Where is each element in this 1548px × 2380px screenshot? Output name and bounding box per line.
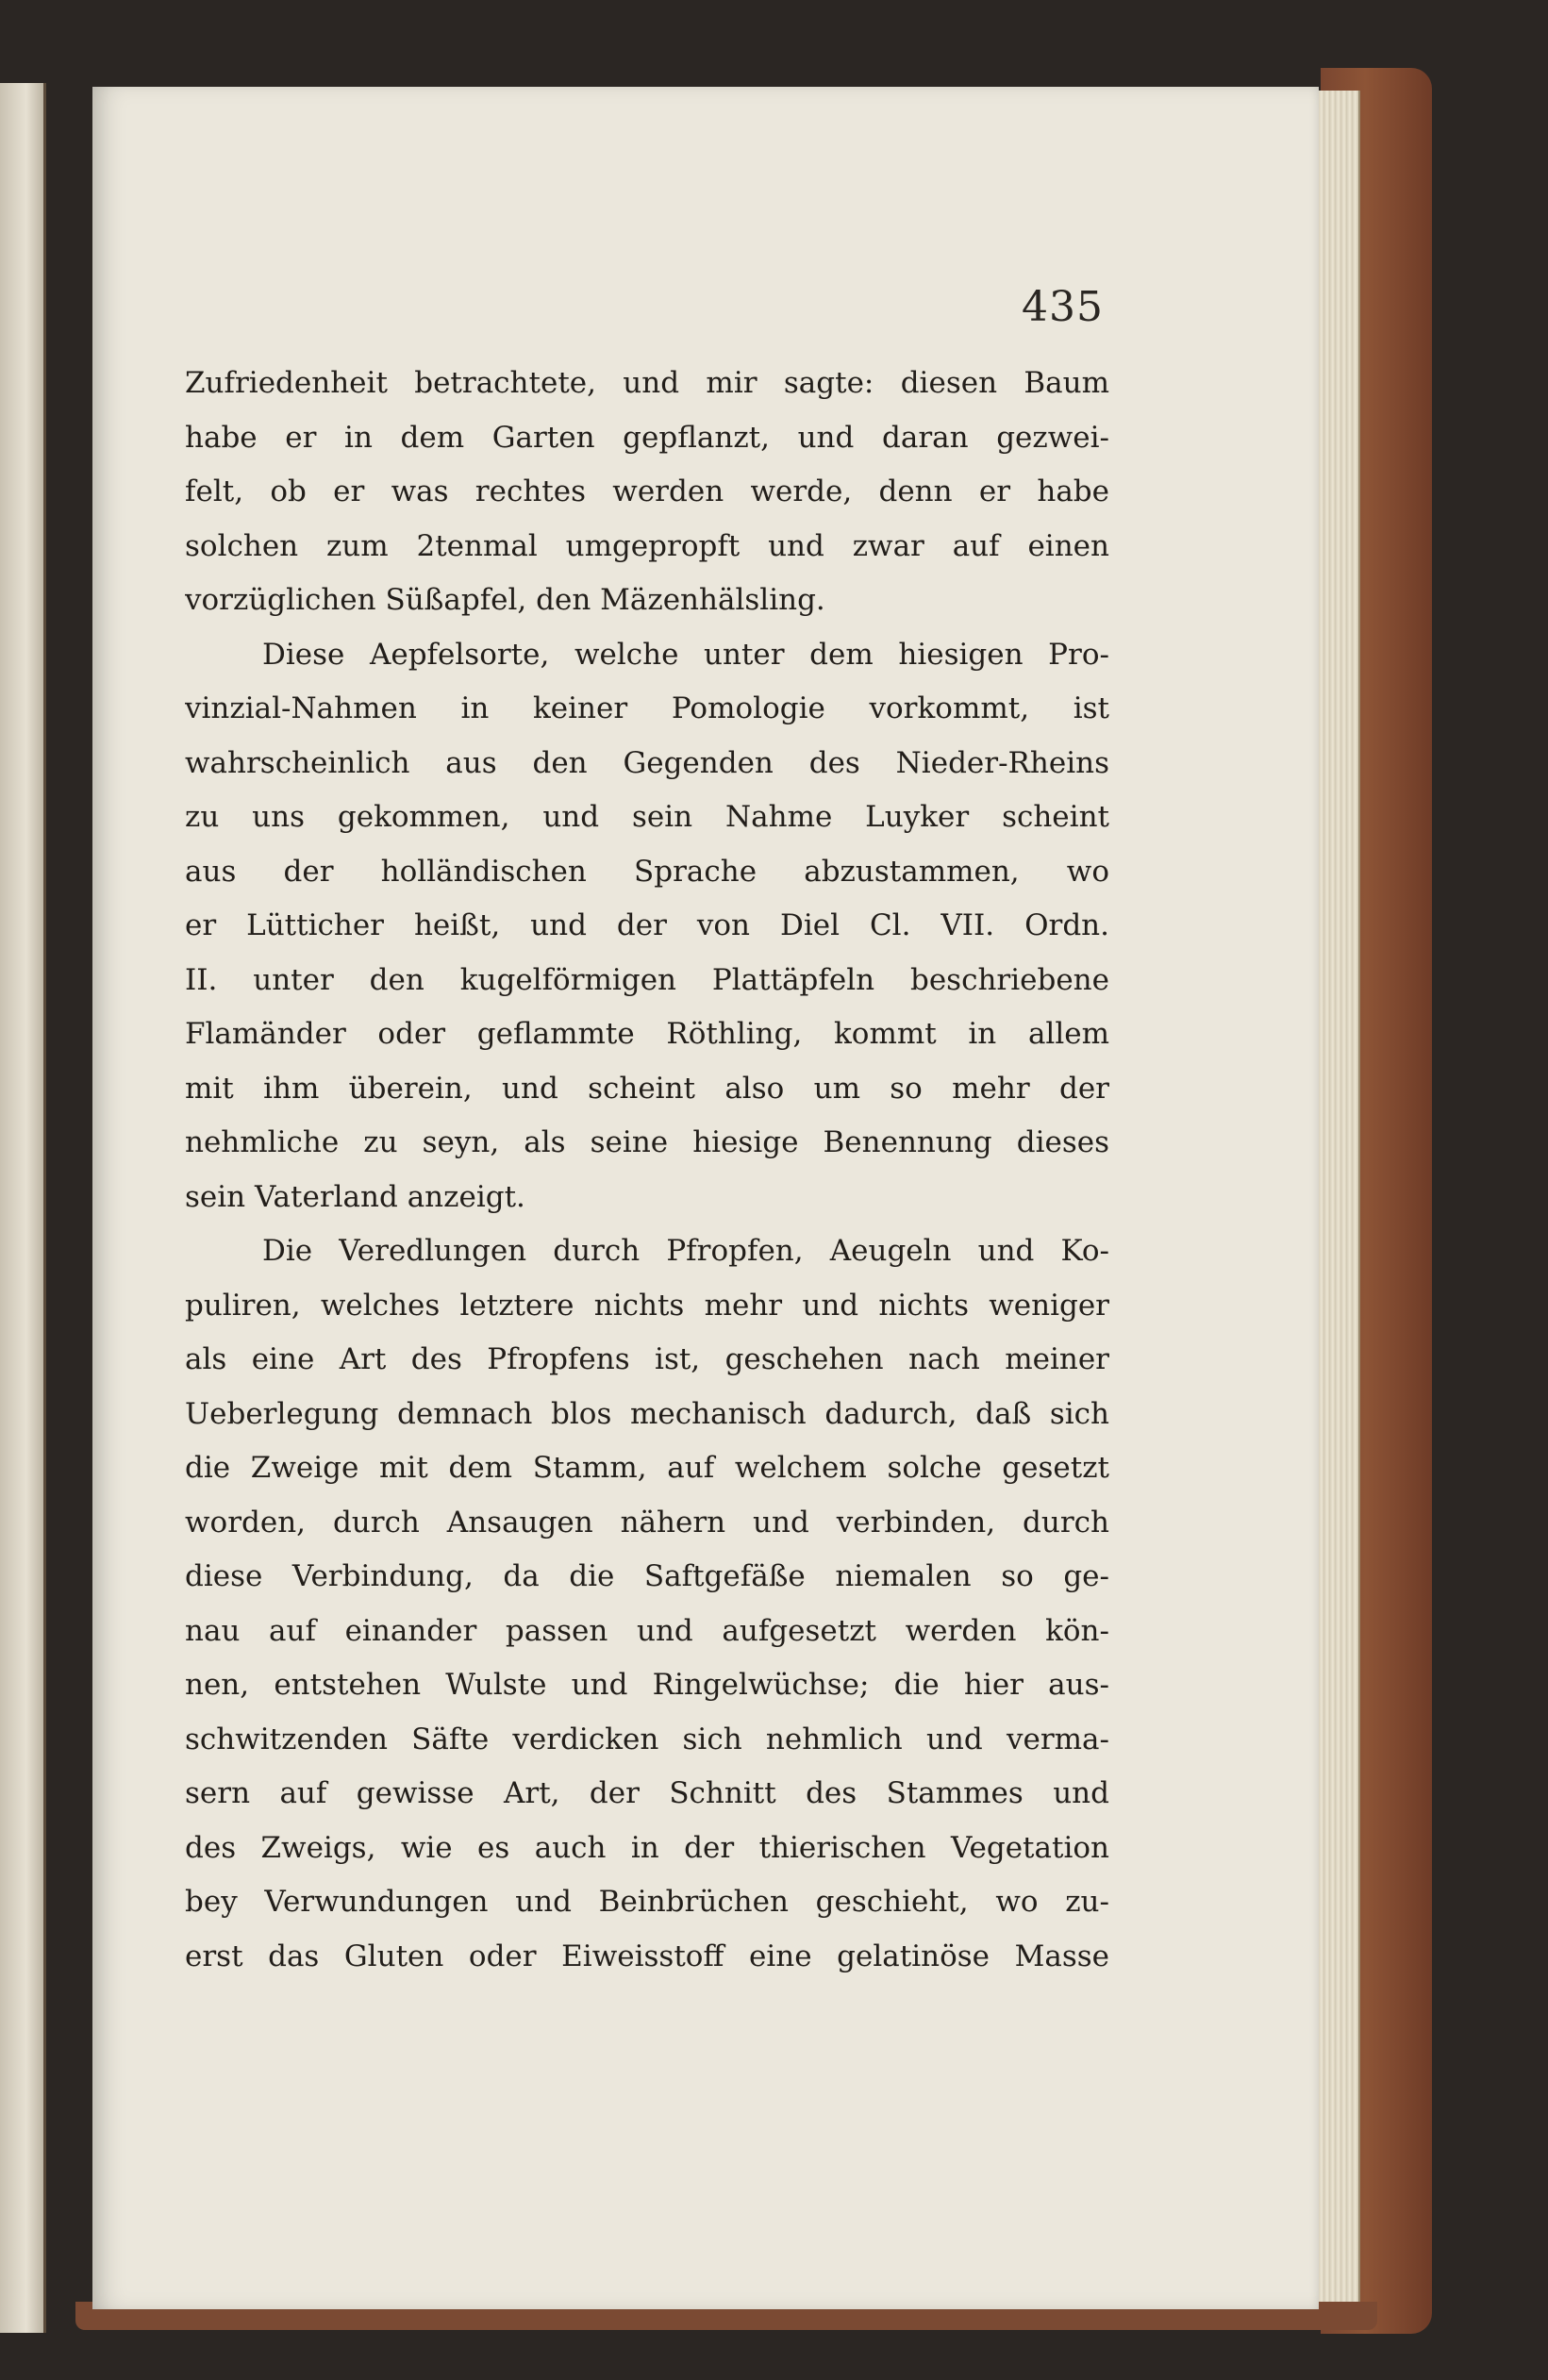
text-line: vorzüglichen Süßapfel, den Mäzenhälsling. — [185, 583, 825, 617]
text-line: Flamänder oder geflammte Röthling, kommt in allem — [185, 1017, 1109, 1051]
text-line: puliren, welches letztere nichts mehr und nichts weniger — [185, 1288, 1109, 1323]
text-line: wahrscheinlich aus den Gegenden des Nieder-Rheins — [185, 745, 1109, 780]
text-line: worden, durch Ansaugen nähern und verbinden, durch — [185, 1505, 1109, 1540]
text-line: sern auf gewisse Art, der Schnitt des Stammes und — [185, 1776, 1109, 1810]
text-line: nen, entstehen Wulste und Ringelwüchse; die hier aus- — [185, 1668, 1109, 1702]
text-line: des Zweigs, wie es auch in der thierischen Vegetation — [185, 1830, 1109, 1865]
facing-page-edge — [0, 83, 46, 2333]
text-line: nehmliche zu seyn, als seine hiesige Benennung dieses — [185, 1125, 1109, 1159]
text-line: diese Verbindung, da die Saftgefäße niemalen so ge- — [185, 1559, 1109, 1593]
text-line: aus der holländischen Sprache abzustammen, wo — [185, 854, 1109, 889]
text-line: Diese Aepfelsorte, welche unter dem hiesigen Pro- — [262, 637, 1109, 672]
text-line: nau auf einander passen und aufgesetzt werden kön- — [185, 1613, 1109, 1648]
text-line: als eine Art des Pfropfens ist, geschehen nach meiner — [185, 1342, 1109, 1376]
text-line: habe er in dem Garten gepflanzt, und daran gezwei- — [185, 420, 1109, 455]
text-line: II. unter den kugelförmigen Plattäpfeln beschriebene — [185, 962, 1109, 997]
text-line: schwitzenden Säfte verdicken sich nehmlich und verma- — [185, 1722, 1109, 1756]
text-line: er Lütticher heißt, und der von Diel Cl. VII. Ordn. — [185, 908, 1109, 942]
text-line: mit ihm überein, und scheint also um so mehr der — [185, 1071, 1109, 1106]
text-line: Die Veredlungen durch Pfropfen, Aeugeln und Ko- — [262, 1234, 1109, 1268]
text-line: felt, ob er was rechtes werden werde, denn er habe — [185, 474, 1109, 508]
text-line: bey Verwundungen und Beinbrüchen geschieht, wo zu- — [185, 1885, 1109, 1919]
text-line: Zufriedenheit betrachtete, und mir sagte: diesen Baum — [185, 366, 1109, 400]
text-line: vinzial-Nahmen in keiner Pomologie vorkommt, ist — [185, 691, 1109, 725]
text-line: solchen zum 2tenmal umgepropft und zwar auf einen — [185, 528, 1109, 563]
text-line: zu uns gekommen, und sein Nahme Luyker scheint — [185, 800, 1109, 834]
page-text — [185, 357, 1109, 1984]
page-number: 435 — [1022, 283, 1104, 331]
text-line: sein Vaterland anzeigt. — [185, 1179, 525, 1214]
text-line: erst das Gluten oder Eiweisstoff eine gelatinöse Masse — [185, 1939, 1109, 1973]
text-line: Ueberlegung demnach blos mechanisch dadurch, daß sich — [185, 1396, 1109, 1431]
text-line: die Zweige mit dem Stamm, auf welchem solche gesetzt — [185, 1451, 1109, 1485]
